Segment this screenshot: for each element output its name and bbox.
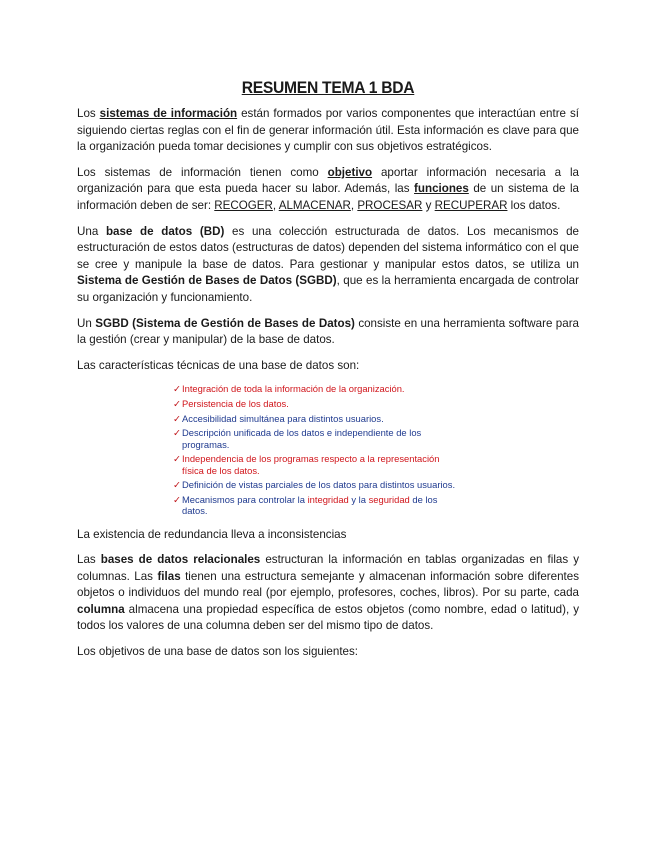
check-icon: ✓ — [173, 427, 181, 439]
term-bd-relacionales: bases de datos relacionales — [100, 553, 261, 567]
term-objetivo: objetivo — [327, 165, 373, 179]
caracteristicas-figure — [173, 383, 459, 516]
term-columna: columna — [77, 602, 125, 616]
list-item: ✓ Independencia de los programas respecto a la representación física de los datos. — [173, 453, 440, 476]
term-filas: filas — [157, 569, 181, 583]
term-funciones: funciones — [414, 182, 469, 196]
check-icon: ✓ — [173, 479, 181, 491]
list-item: ✓ Persistencia de los datos. — [173, 397, 289, 409]
paragraph-caracteristicas-intro: Las características técnicas de una base de datos son: — [77, 358, 360, 372]
document-page — [77, 78, 579, 670]
term-bd: base de datos (BD) — [105, 224, 225, 238]
check-icon: ✓ — [173, 412, 181, 424]
paragraph-objetivos-intro: Los objetivos de una base de datos son los siguientes: — [77, 645, 359, 659]
page-title: RESUMEN TEMA 1 BDA — [241, 78, 415, 97]
list-item: ✓ Accesibilidad simultánea para distintos usuarios. — [173, 412, 384, 424]
paragraph-base-de-datos: Una base de datos (BD) es una colección estructurada de datos. Los mecanismos de estructuración de estos datos (estructuras de datos) dependen del sistema informático con el que se cree y manipule la base de datos. Para gestionar y manipular estos datos, se utiliza un Sistema de Gestión de Bases de Datos (SGBD), que es la herramienta encargada de controlar su organización y funcionamiento. — [77, 224, 579, 304]
term-sgbd: Sistema de Gestión de Bases de Datos (SGBD) — [77, 274, 337, 288]
list-item: ✓ Mecanismos para controlar la integridad y la seguridad de los datos. — [173, 493, 438, 517]
paragraph-sistemas-informacion: Los sistemas de información están formados por varios componentes que interactúan entre sí siguiendo ciertas reglas con el fin de generar información útil. Esta información es clave para que la organización pueda tomar decisiones y cumplir con sus objetivos estratégicos. — [77, 107, 579, 154]
list-item: ✓ Descripción unificada de los datos e independiente de los programas. — [173, 427, 422, 450]
list-item: ✓ Definición de vistas parciales de los datos para distintos usuarios. — [173, 479, 456, 491]
paragraph-bd-relacionales: Las bases de datos relacionales estructuran la información en tablas organizadas en filas y columnas. Las filas tienen una estructura semejante y almacenan información sobre diferentes objetos o individuos del mundo real (por ejemplo, profesores, coches, libros). Por su parte, cada columna almacena una propiedad específica de estos objetos (como nombre, edad o latitud), y todos los valores de una columna deben ser del mismo tipo de datos. — [77, 553, 579, 633]
paragraph-sgbd: Un SGBD (Sistema de Gestión de Bases de Datos) consiste en una herramienta software para la gestión (crear y manipular) de la base de datos. — [77, 316, 580, 347]
check-icon: ✓ — [173, 453, 181, 465]
paragraph-redundancia: La existencia de redundancia lleva a inconsistencias — [77, 527, 347, 541]
term-sistemas-informacion: sistemas de información — [99, 107, 238, 120]
check-icon: ✓ — [173, 493, 181, 505]
list-item: ✓ Integración de toda la información de la organización. — [173, 383, 405, 395]
check-icon: ✓ — [173, 397, 181, 409]
paragraph-objetivo-funciones: Los sistemas de información tienen como objetivo aportar información necesaria a la organización para que esta pueda hacer su labor. Además, las funciones de un sistema de la información deben de ser: RECOGER, ALMACENAR, PROCESAR y RECUPERAR los datos. — [77, 165, 579, 212]
check-icon: ✓ — [173, 383, 181, 395]
